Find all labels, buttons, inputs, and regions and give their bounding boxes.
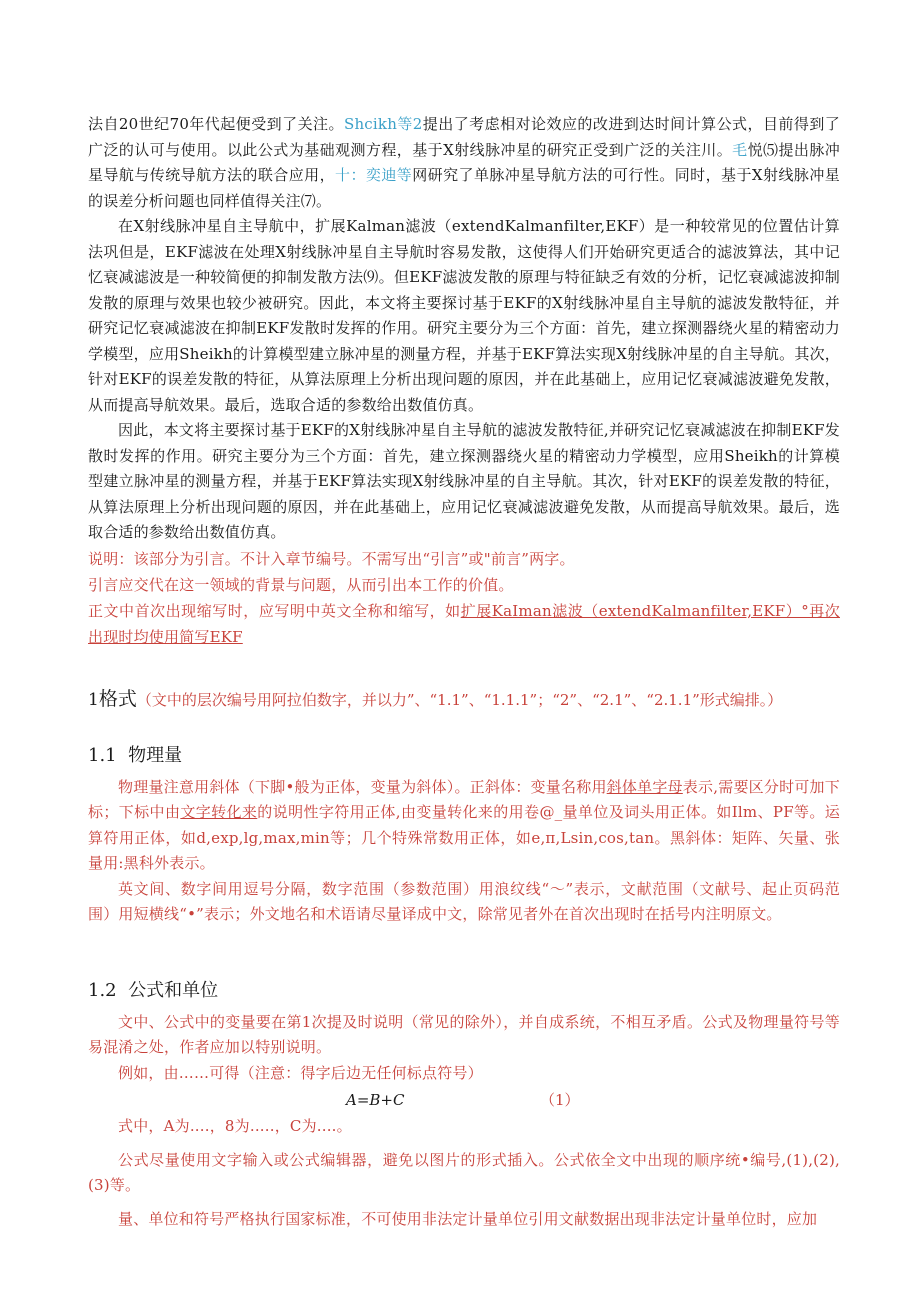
section-title: 公式和单位 bbox=[128, 979, 219, 1001]
text-run: 网研究了单脉冲星导航方法的可行性。同时，基于X射线脉冲星的误差分析问题也同样值得关注⑺。 bbox=[88, 166, 840, 210]
section-1-1-paragraph-1 bbox=[88, 775, 840, 877]
citation-mao: 毛 bbox=[732, 140, 748, 159]
equation-1 bbox=[88, 1086, 840, 1114]
section-1-2-paragraph-2: 例如，由……可得（注意：得字后边无任何标点符号） bbox=[118, 1063, 483, 1082]
section-number: 1 bbox=[88, 689, 99, 710]
section-number: 1.2 bbox=[88, 979, 117, 1001]
citation-yidi: 十：奕迪等 bbox=[335, 166, 413, 184]
section-1-2-paragraph-1: 文中、公式中的变量要在第1次提及时说明（常见的除外），并自成系统，不相互矛盾。公式及物理量符号等易混淆之处，作者应加以特别说明。 bbox=[88, 1012, 840, 1056]
note-line-1: 说明：该部分为引言。不计入章节编号。不需写出“引言”或"前言”两字。 bbox=[88, 549, 575, 568]
underlined-term: 斜体单字母 bbox=[606, 777, 683, 796]
underlined-term: 文字转化来 bbox=[180, 803, 258, 821]
section-title: 物理量 bbox=[128, 744, 183, 766]
text-run: 表示,需要区分时可加下标；下标中由 bbox=[88, 777, 840, 821]
section-number: 1.1 bbox=[88, 744, 117, 766]
section-1-heading bbox=[88, 684, 840, 715]
text-run: 法自20世纪70年代起便受到了关注。 bbox=[88, 115, 344, 133]
abbreviation-example: 扩展KaIman滤波（extendKalmanfilter,EKF）°再次出现时均使用简写EKF bbox=[88, 601, 840, 646]
text-run: 的说明性字符用正体,由变量转化来的用卷@_量单位及词头用正体。如Ilm、PF等。运算符用正体，如d,exp,lg,max,min等；几个特殊常数用正体，如e,π,Lsin,cos,tan。黑斜体：矩阵、矢量、张量用:黑科外表示。 bbox=[88, 803, 841, 872]
section-1-2-paragraph-4: 公式尽量使用文字输入或公式编辑器，避免以图片的形式插入。公式依全文中出现的顺序统•编号,(1),(2),(3)等。 bbox=[88, 1150, 840, 1194]
section-1-1-paragraph-2: 英文间、数字间用逗号分隔，数字范围（参数范围）用浪纹线“～”表示，文献范围（文献号、起止页码范围）用短横线“•”表示；外文地名和术语请尽量译成中文，除常见者外在首次出现时在括号内注明原文。 bbox=[88, 879, 840, 923]
section-1-2-paragraph-5: 量、单位和符号严格执行国家标准，不可使用非法定计量单位引用文献数据出现非法定计量单位时，应加 bbox=[118, 1209, 818, 1228]
intro-paragraph-1 bbox=[88, 112, 840, 214]
document-body bbox=[88, 112, 840, 1232]
equation-expression: A=B+C bbox=[346, 1091, 405, 1109]
text-run: 提出了考虑相对论效应的改进到达时间计算公式，目前得到了广泛的认可与使用。以此公式为基础观测方程，基于X射线脉冲星的研究正受到广泛的关注川。 bbox=[88, 115, 841, 159]
section-hint: （文中的层次编号用阿拉伯数字，并以力”、“1.1”、“1.1.1”；“2”、“2.1”、“2.1.1”形式编排。） bbox=[136, 690, 783, 709]
text-run: 物理量注意用斜体（下脚•般为正体，变量为斜体）。正斜体：变量名称用 bbox=[118, 777, 607, 796]
equation-number: （1） bbox=[540, 1091, 580, 1109]
note-line-2: 引言应交代在这一领域的背景与问题，从而引出本工作的价值。 bbox=[88, 575, 514, 594]
intro-paragraph-2: 在X射线脉冲星自主导航中，扩展Kalman滤波（extendKalmanfilter,EKF）是一种较常见的位置估计算法巩但是，EKF滤波在处理X射线脉冲星自主导航时容易发散，这使得人们开始研究更适合的滤波算法，其中记忆衰减滤波是一种较简便的抑制发散方法⑼。但EKF滤波发散的原理与特征缺乏有效的分析，记忆衰减滤波抑制发散的原理与效果也较少被研究。因此，本文将主要探讨基于EKF的X射线脉冲星自主导航的滤波发散特征，并研究记忆衰减滤波在抑制EKF发散时发挥的作用。研究主要分为三个方面：首先，建立探测器绕火星的精密动力学模型，应用Sheikh的计算模型建立脉冲星的测量方程，并基于EKF算法实现X射线脉冲星的自主导航。其次，针对EKF的误差发散的特征，从算法原理上分析出现问题的原因，并在此基础上，应用记忆衰减滤波避免发散，从而提高导航效果。最后，选取合适的参数给出数值仿真。 bbox=[88, 217, 840, 414]
text-run: 正文中首次出现缩写时，应写明中英文全称和缩写，如 bbox=[88, 601, 461, 620]
intro-paragraph-3: 因此，本文将主要探讨基于EKF的X射线脉冲星自主导航的滤波发散特征,并研究记忆衰减滤波在抑制EKF发散时发挥的作用。研究主要分为三个方面：首先，建立探测器绕火星的精密动力学模型，应用Sheikh的计算模型建立脉冲星的测量方程，并基于EKF算法实现X射线脉冲星的自主导航。其次，针对EKF的误差发散的特征，从算法原理上分析出现问题的原因，并在此基础上，应用记忆衰减滤波避免发散，从而提高导航效果。最后，选取合适的参数给出数值仿真。 bbox=[88, 421, 840, 541]
section-1-2-heading bbox=[88, 976, 840, 1006]
section-1-1-heading bbox=[88, 741, 840, 771]
note-line-3 bbox=[88, 598, 840, 650]
text-run: 悦⑸提出脉冲星导航与传统导航方法的联合应用， bbox=[88, 140, 841, 184]
section-1-2-paragraph-3: 式中，A为....，8为.....，C为....。 bbox=[118, 1117, 352, 1135]
section-title: 格式 bbox=[98, 687, 137, 710]
citation-shcikh: Shcikh等2 bbox=[343, 115, 423, 133]
